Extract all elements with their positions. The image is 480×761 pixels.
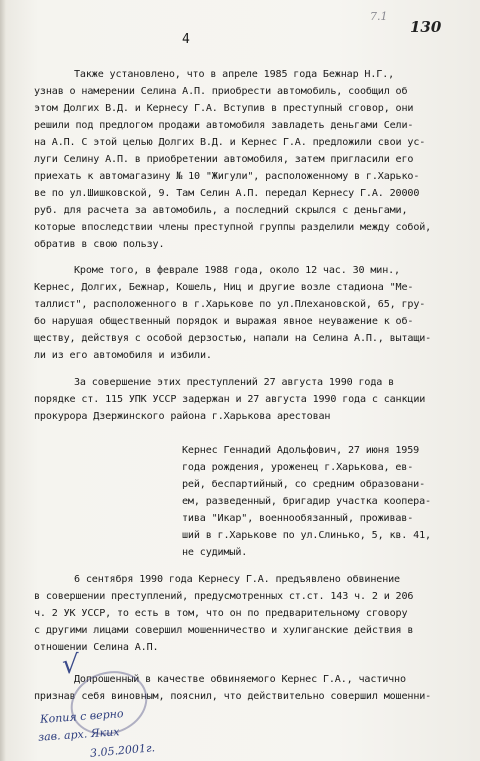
- text-line: ший в г.Харькове по ул.Слинько, 5, кв. 41,: [182, 530, 431, 541]
- text-line: ч. 2 УК УССР, то есть в том, что он по предварительному сговору: [34, 608, 408, 619]
- page-edge-shadow: [0, 0, 6, 761]
- sheet-number: 130: [410, 18, 442, 36]
- text-line: решили под предлогом продажи автомобиля завладеть деньгами Сели-: [34, 120, 414, 131]
- text-line: этом Долгих В.Д. и Кернесу Г.А. Вступив в преступный сговор, они: [34, 103, 414, 114]
- text-line: таллист", расположенного в г.Харькове по ул.Плехановской, 65, гру-: [34, 299, 426, 310]
- text-line: которые впоследствии члены преступной группы разделили между собой,: [34, 222, 432, 233]
- text-line: Допрошенный в качестве обвиняемого Кернес Г.А., частично: [74, 674, 406, 685]
- text-line: узнав о намерении Селина А.П. приобрести автомобиль, сообщил об: [34, 86, 408, 97]
- text-line: ве по ул.Шишковской, 9. Там Селин А.П. передал Кернесу Г.А. 20000: [34, 188, 420, 199]
- text-line: ществу, действуя с особой дерзостью, напали на Селина А.П., вытащи-: [34, 333, 432, 344]
- text-line: рей, беспартийный, со средним образовани-: [182, 479, 426, 490]
- text-line: признав себя виновным, пояснил, что действительно совершил мошенни-: [34, 691, 432, 702]
- text-line: бо нарушая общественный порядок и выражая явное неуважение к об-: [34, 316, 414, 327]
- text-line: года рождения, уроженец г.Харькова, ев-: [182, 462, 414, 473]
- archive-mark: 7.1: [370, 10, 388, 23]
- text-line: ем, разведенный, бригадир участка коопера-: [182, 496, 431, 507]
- text-line: с другими лицами совершил мошенничество и хулиганские действия в: [34, 625, 414, 636]
- text-line: прокурора Дзержинского района г.Харькова арестован: [34, 411, 331, 422]
- text-line: За совершение этих преступлений 27 августа 1990 года в: [74, 377, 395, 388]
- text-line: Кернес, Долгих, Бежнар, Кошель, Ниц и другие возле стадиона "Ме-: [34, 282, 414, 293]
- text-line: Также установлено, что в апреле 1985 года Бежнар Н.Г.,: [74, 69, 395, 80]
- text-line: не судимый.: [182, 547, 248, 558]
- text-line: ли из его автомобиля и избили.: [34, 350, 212, 361]
- text-line: 6 сентября 1990 года Кернесу Г.А. предъявлено обвинение: [74, 574, 400, 585]
- page-number: 4: [182, 32, 190, 47]
- handwritten-note-line: Копия с верно: [39, 707, 124, 726]
- text-line: в совершении преступлений, предусмотренных ст.ст. 143 ч. 2 и 206: [34, 591, 414, 602]
- text-line: отношении Селина А.П.: [34, 642, 159, 653]
- handwritten-note-line: зав. арх. Яких: [37, 725, 120, 744]
- text-line: приехать к автомагазину № 10 "Жигули", расположенному в г.Харько-: [34, 171, 420, 182]
- text-line: на А.П. С этой целью Долгих В.Д. и Кернес Г.А. предложили свои ус-: [34, 137, 426, 148]
- text-line: руб. для расчета за автомобиль, а последний скрылся с деньгами,: [34, 205, 408, 216]
- text-line: Кернес Геннадий Адольфович, 27 июня 1959: [182, 445, 420, 456]
- text-line: тива "Икар", военнообязанный, проживав-: [182, 513, 414, 524]
- handwritten-note-line: 3.05.2001г.: [89, 741, 156, 760]
- text-line: Кроме того, в феврале 1988 года, около 12 час. 30 мин.,: [74, 265, 400, 276]
- text-line: обратив в свою пользу.: [34, 239, 165, 250]
- check-mark-icon: √: [62, 650, 79, 680]
- text-line: луги Селину А.П. в приобретении автомобиля, затем пригласили его: [34, 154, 414, 165]
- text-line: порядке ст. 115 УПК УССР задержан и 27 августа 1990 года с санкции: [34, 394, 426, 405]
